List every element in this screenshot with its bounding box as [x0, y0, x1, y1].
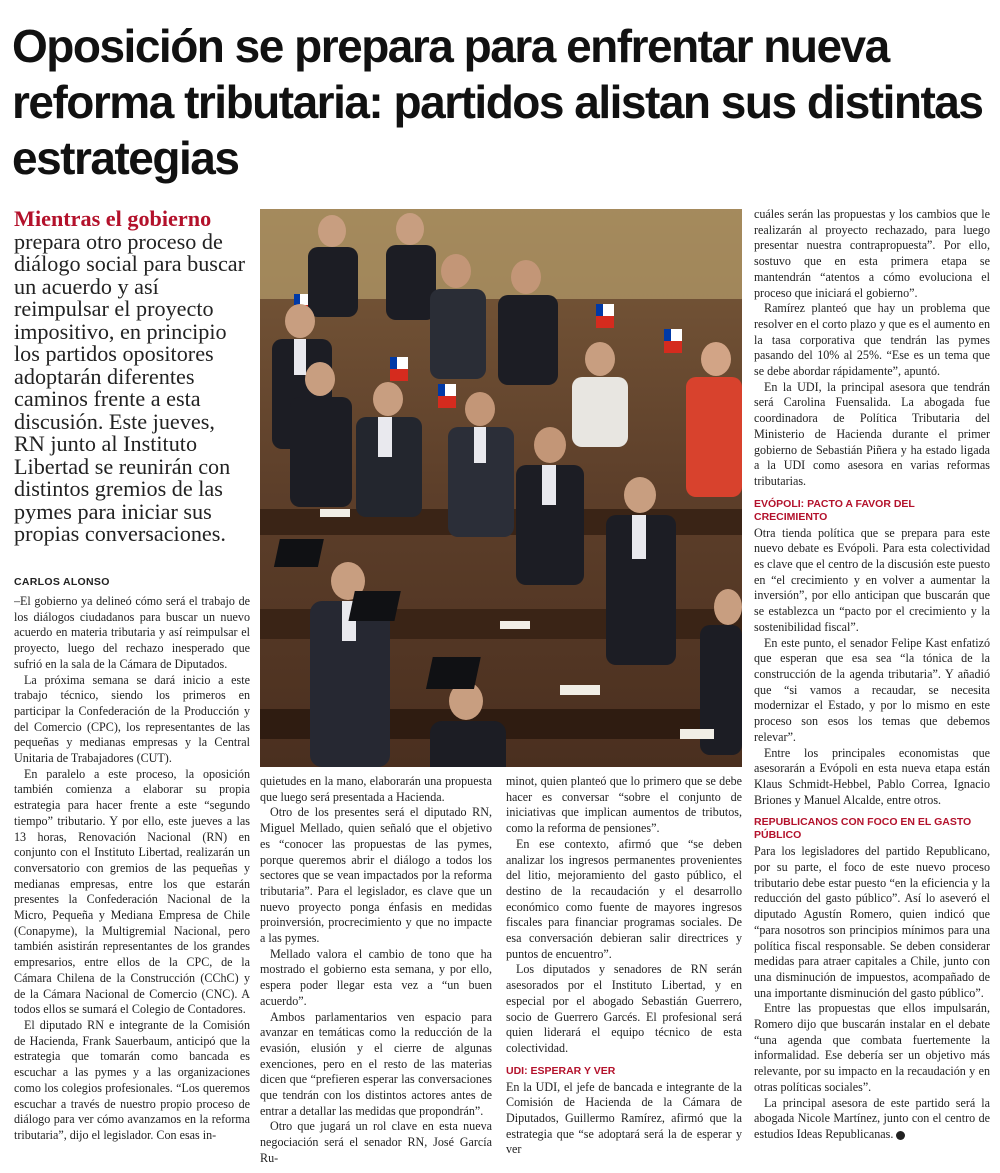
section-heading-evopoli: EVÓPOLI: PACTO A FAVOR DEL CRECIMIENTO: [754, 497, 915, 523]
paragraph: En este punto, el senador Felipe Kast enfatizó que esperan que esa sea “la tónica de la construcción de la agenda tributaria”. Y añadió que “si vamos a recaudar, se necesita modernizar el Estado, y por lo mismo en este proceso son esos los temas que debemos relevar”.: [754, 635, 990, 744]
paragraph: Ramírez planteó que hay un problema que resolver en el corto plazo y que es el aumento en la tasa corporativa que tendrán las pymes pasando del 10% al 25%. “Ese es un tema que se debe abordar rápidamente”, apuntó.: [754, 301, 990, 379]
paragraph: En la UDI, la principal asesora que tendrán será Carolina Fuensalida. La abogada fue coordinadora de Política Tributaria del Ministerio de Hacienda durante el primer gobierno de Sebastián Piñera y ha estado ligada a la UDI como asesora en varias reformas tributarias.: [754, 379, 990, 488]
paragraph: El diputado RN e integrante de la Comisión de Hacienda, Frank Sauerbaum, anticipó que la estrategia que tomarán como bancada es escuchar a las pymes y a las organizaciones como los colegios profesionales. “Los queremos escuchar a través de nuestro propio proceso de diálogo para ver cómo avanzamos en la reforma tributaria”, dijo el legislador. Con esas in-: [14, 1017, 250, 1142]
paragraph: Otra tienda política que se prepara para este nuevo debate es Evópoli. Para esta colectividad es clave que el centro de la discusión este puesto en “el crecimiento y en volver a aumentar la inversión”, por ello anticipan que buscarán que se establezca un “pacto por el crecimiento y la sostenibilidad fiscal”.: [754, 525, 990, 634]
paragraph: En ese contexto, afirmó que “se deben analizar los ingresos permanentes provenientes del litio, mejoramiento del gasto público, el destino de la recaudación y el desarrollo económico como fuente de mayores ingresos fiscales para financiar programas sociales. De esa conversación debieran salir directrices y puntos de encuentro”.: [506, 836, 742, 961]
article-column-2: [260, 774, 492, 1169]
paragraph: –El gobierno ya delineó cómo será el trabajo de los diálogos ciudadanos para buscar un nuevo acuerdo en materia tributaria y así reimpulsar el proyecto, luego del rechazo inesperado que sufrió en la sala de la Cámara de Diputados.: [14, 594, 250, 671]
paragraph: [754, 1096, 990, 1143]
paragraph: En paralelo a este proceso, la oposición también comienza a elaborar su propia estrategia para hacer frente a este “segundo tiempo” tributario. Y por ello, este jueves a las 13 horas, Renovación Nacional (RN) en conjunto con el Instituto Libertad, realizarán un conversatorio con gremios de las pequeñas y medianas empresas, entre los que estarán presentes la Confederación Nacional de la Micro, Pequeña y Mediana Empresa de Chile (Conapyme), la Multigremial Nacional, pero también asistirán representantes de los grandes empresarios, entre ellos de la CPC, de la Cámara Chilena de la Construcción (CChC) y de la Cámara Nacional de Comercio (CNC). A todos ellos se sumará el Colegio de Contadores.: [14, 766, 250, 1017]
section-heading-udi: UDI: ESPERAR Y VER: [506, 1064, 616, 1077]
article-column-1: [14, 594, 250, 1169]
paragraph: Ambos parlamentarios ven espacio para avanzar en temáticas como la reducción de la evasión, elusión y el cierre de algunas exenciones, pero en el resto de las materias dicen que “prefieren esperar las conversaciones que tendrán con los distintos actores antes de entrar a detallar las medidas que propondrán”.: [260, 1009, 492, 1118]
parliament-photo: [260, 209, 742, 767]
paragraph: minot, quien planteó que lo primero que se debe hacer es conversar “sobre el conjunto de iniciativas que implican aumentos de tributos, como la reforma de pensiones”.: [506, 774, 742, 836]
paragraph: Otro que jugará un rol clave en esta nueva negociación será el senador RN, José García Ru-: [260, 1119, 492, 1165]
end-mark-icon: [896, 1131, 905, 1140]
deck-text: prepara otro proceso de diálogo social para buscar un acuerdo y así reimpulsar el proyecto impositivo, en principio los partidos opositores adoptarán diferentes caminos frente a esta discusión. Este jueves, RN junto al Instituto Libertad se reunirán con distintos gremios de las pymes para iniciar sus propias conversaciones.: [14, 228, 246, 546]
headline: Oposición se prepara para enfrentar nueva reforma tributaria: partidos alistan sus distintas estrategias: [12, 20, 983, 184]
article-column-3: [506, 774, 742, 1169]
section-heading-republicanos: REPUBLICANOS CON FOCO EN EL GASTO PÚBLICO: [754, 816, 972, 842]
paragraph: Mellado valora el cambio de tono que ha mostrado el gobierno esta semana, y por ello, espera poder llegar esta vez a “un buen acuerdo”.: [260, 946, 492, 1008]
byline: CARLOS ALONSO: [14, 576, 110, 588]
paragraph: cuáles serán las propuestas y los cambios que le realizarán al proyecto rechazado, para luego presentar nuestra contrapropuesta”. Por ello, sostuvo que en esta primera etapa se mantendrán “atentos a cómo evoluciona el proceso que iniciará el gobierno”.: [754, 207, 990, 300]
deck-lead: Mientras el gobierno: [14, 206, 212, 231]
paragraph: quietudes en la mano, elaborarán una propuesta que luego será presentada a Hacienda.: [260, 774, 492, 804]
deck: [14, 208, 250, 546]
paragraph: Los diputados y senadores de RN serán asesorados por el Instituto Libertad, y en especial por el abogado Sebastián Guerrero, socio de Guerrero Garcés. El profesional será quien liderará el equipo técnico de esta colectividad.: [506, 962, 742, 1055]
paragraph: En la UDI, el jefe de bancada e integrante de la Comisión de Hacienda de la Cámara de Diputados, Guillermo Ramírez, afirmó que la estrategia que “se adoptará será la de esperar y ver: [506, 1079, 742, 1157]
paragraph: Para los legisladores del partido Republicano, por su parte, el foco de este nuevo proceso tributario debe estar puesto “en la eficiencia y la reducción del gasto público”. Así lo aseveró el diputado Agustín Romero, quien indicó que “para nosotros son principios mínimos para una política fiscal responsable. Se deben considerar medidas para atraer capitales a Chile, junto con una disminución de impuestos, acompañado de una importante disminución del gasto público”.: [754, 844, 990, 1000]
paragraph: Entre las propuestas que ellos impulsarán, Romero dijo que buscarán instalar en el debate “una agenda que combata fuertemente la informalidad. Ese debería ser un objetivo más relevante, por su impacto en la recaudación y en otras políticas sociales”.: [754, 1001, 990, 1094]
paragraph: Otro de los presentes será el diputado RN, Miguel Mellado, quien señaló que el objetivo es “conocer las propuestas de las pymes, porque queremos abrir el diálogo a todos los sectores que se vean impactados por la reforma tributaria”. Para el legislador, es clave que un nuevo proyecto ponga énfasis en medidas proinversión, procrecimiento y que no impacte a las pymes.: [260, 805, 492, 946]
paragraph: Entre los principales economistas que asesorarán a Evópoli en esta nueva etapa están Klaus Schmidt-Hebbel, Pablo Correa, Ignacio Briones y Manuel Alcalde, entre otros.: [754, 745, 990, 807]
paragraph-text: La principal asesora de este partido será la abogada Nicole Martínez, junto con el centro de estudios Ideas Republicanas.: [754, 1095, 990, 1141]
paragraph: La próxima semana se dará inicio a este trabajo técnico, siendo los primeros en participar la Confederación de la Producción y del Comercio (CPC), los representantes de las pequeñas y medianas empresas y la Central Unitaria de Trabajadores (CUT).: [14, 672, 250, 766]
article-column-4: [754, 207, 990, 1169]
